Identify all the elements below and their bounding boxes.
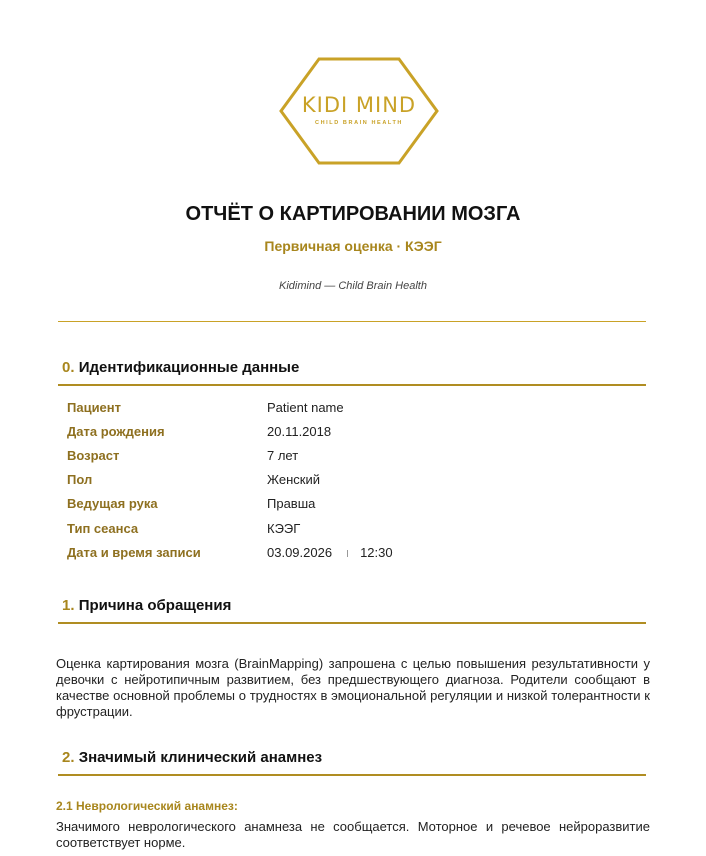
section-title: Идентификационные данные xyxy=(78,359,300,376)
id-label: Тип сеанса xyxy=(67,520,139,536)
reason-paragraph: Оценка картирования мозга (BrainMapping) запрошена с целью повышения результативности у девочки с нейротипичным развитием, без предшествующего диагноза. Родители сообщают в качестве основной проблемы о трудностях в эмоциональной регуляции и низкой толерантности к фрустрации. xyxy=(56,656,650,719)
id-label: Пол xyxy=(67,472,93,488)
id-row-session-type xyxy=(67,516,393,540)
id-value: Женский xyxy=(267,472,320,488)
separator xyxy=(347,550,348,557)
id-label: Дата и время записи xyxy=(67,544,201,560)
identification-table xyxy=(67,395,393,564)
section-number: 0. xyxy=(62,359,75,376)
id-row-recording-datetime xyxy=(67,540,393,564)
id-label: Дата рождения xyxy=(67,423,165,439)
recording-time: 12:30 xyxy=(360,544,393,560)
section-number: 1. xyxy=(62,597,75,614)
id-label: Пациент xyxy=(67,399,122,415)
section-title: Причина обращения xyxy=(78,597,232,614)
section-0-heading xyxy=(62,359,299,376)
section-1-heading xyxy=(62,597,231,614)
id-row-handedness xyxy=(67,492,393,516)
section-number: 2. xyxy=(62,749,75,766)
id-value: 7 лет xyxy=(267,447,299,463)
neuro-history-paragraph: Значимого неврологического анамнеза не сообщается. Моторное и речевое нейроразвитие соответствует норме. xyxy=(56,819,650,850)
section-2-heading xyxy=(62,749,322,766)
id-value: КЭЭГ xyxy=(267,520,301,536)
header-divider xyxy=(58,321,646,322)
page-subtitle: Первичная оценка · КЭЭГ xyxy=(264,238,442,254)
logo-tagline: CHILD BRAIN HEALTH xyxy=(315,120,403,126)
logo-name: KIDI MIND xyxy=(301,93,417,117)
id-value xyxy=(267,545,393,560)
id-value: Patient name xyxy=(267,399,344,415)
kidimind-logo xyxy=(279,57,439,165)
page-title: ОТЧЁТ О КАРТИРОВАНИИ МОЗГА xyxy=(185,203,521,225)
id-row-age xyxy=(67,443,393,467)
brand-line: Kidimind — Child Brain Health xyxy=(279,280,427,292)
recording-date: 03.09.2026 xyxy=(267,544,333,560)
section-divider xyxy=(58,384,646,386)
section-divider xyxy=(58,774,646,776)
id-value: 20.11.2018 xyxy=(267,423,332,439)
id-value: Правша xyxy=(267,496,316,512)
id-row-sex xyxy=(67,468,393,492)
id-label: Возраст xyxy=(67,447,120,463)
id-label: Ведущая рука xyxy=(67,496,158,512)
section-divider xyxy=(58,622,646,624)
section-title: Значимый клинический анамнез xyxy=(78,749,323,766)
id-row-patient xyxy=(67,395,393,419)
neuro-history-heading: 2.1 Неврологический анамнез: xyxy=(56,799,238,813)
id-row-birthdate xyxy=(67,419,393,443)
